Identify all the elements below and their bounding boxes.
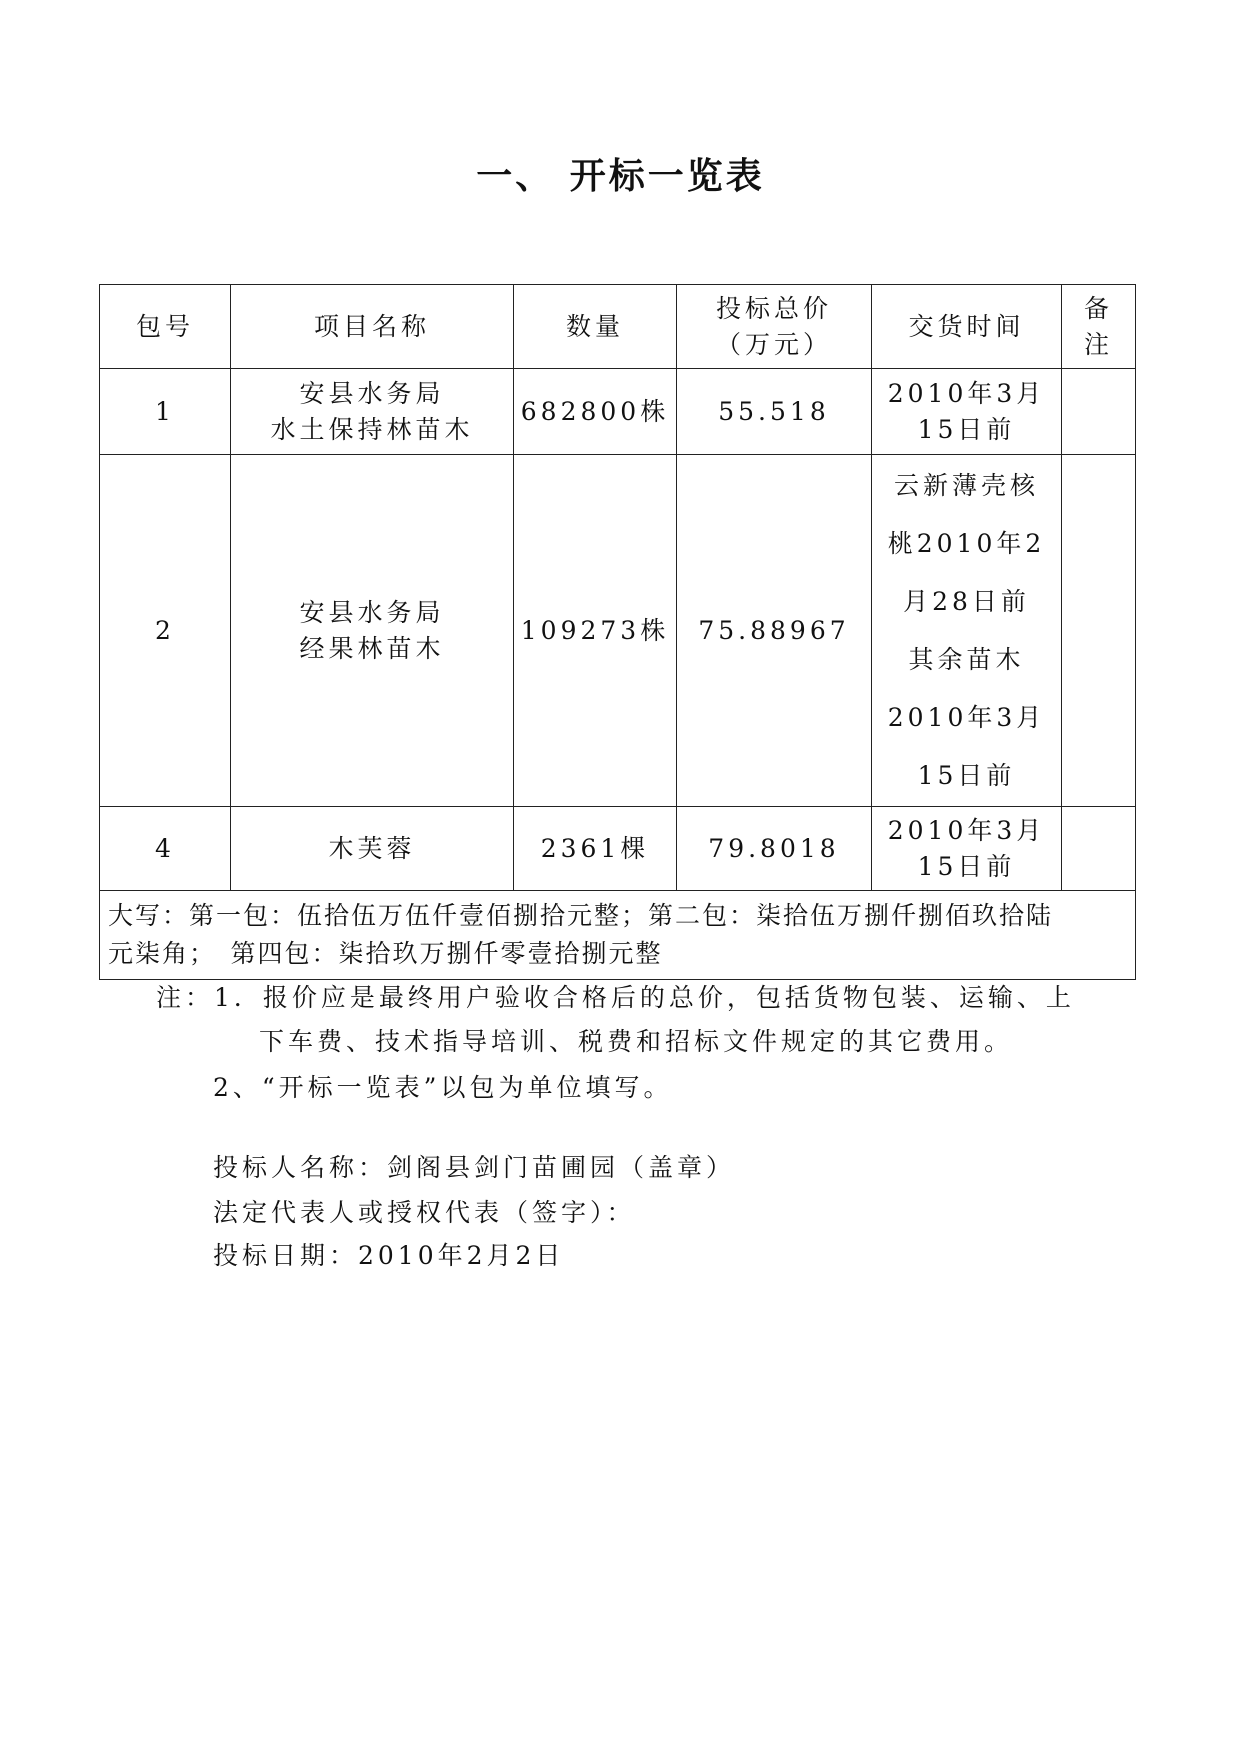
price-cell: 75.88967 <box>677 455 872 807</box>
bidder-name-line: 投标人名称：剑阁县剑门苗圃园（盖章） <box>213 1153 736 1182</box>
table-row <box>100 455 1136 807</box>
capital-amount-row <box>100 891 1136 980</box>
page-title: 一、 开标一览表 <box>476 156 765 197</box>
header-price-line2: （万元） <box>715 329 832 359</box>
header-remark-line1: 备 <box>1083 293 1113 323</box>
delivery-line: 月28日前 <box>903 586 1030 616</box>
package-cell: 4 <box>100 807 231 891</box>
header-price <box>677 285 872 369</box>
table-row <box>100 807 1136 891</box>
capital-amount-line: 大写：第一包：伍拾伍万伍仟壹佰捌拾元整；第二包：柒拾伍万捌仟捌佰玖拾陆 <box>108 901 1054 930</box>
header-remark-line2: 注 <box>1083 329 1113 359</box>
delivery-line: 2010年3月 <box>887 378 1046 408</box>
project-cell <box>231 807 514 891</box>
delivery-line: 其余苗木 <box>908 644 1025 674</box>
note-2: 2、“开标一览表”以包为单位填写。 <box>213 1073 673 1102</box>
header-quantity: 数量 <box>514 285 677 369</box>
project-line: 水土保持林苗木 <box>270 414 474 444</box>
header-project: 项目名称 <box>231 285 514 369</box>
quantity-cell: 2361棵 <box>514 807 677 891</box>
price-cell: 79.8018 <box>677 807 872 891</box>
delivery-line: 2010年3月 <box>887 702 1046 732</box>
header-price-line1: 投标总价 <box>715 293 832 323</box>
project-line: 安县水务局 <box>299 597 445 627</box>
header-package: 包号 <box>100 285 231 369</box>
capital-amount-cell <box>100 891 1136 980</box>
note-1-line-1: 注：1．报价应是最终用户验收合格后的总价，包括货物包装、运输、上 <box>156 983 1075 1012</box>
delivery-line: 云新薄壳核 <box>893 470 1039 500</box>
project-cell <box>231 369 514 455</box>
project-line: 安县水务局 <box>299 378 445 408</box>
package-cell: 2 <box>100 455 231 807</box>
remark-cell <box>1062 455 1136 807</box>
delivery-cell <box>872 807 1062 891</box>
quantity-cell: 682800株 <box>514 369 677 455</box>
remark-cell <box>1062 807 1136 891</box>
delivery-line: 15日前 <box>917 760 1016 790</box>
project-line: 木芙蓉 <box>328 833 416 863</box>
price-cell: 55.518 <box>677 369 872 455</box>
bid-summary-table <box>99 284 1136 980</box>
package-cell: 1 <box>100 369 231 455</box>
delivery-cell <box>872 455 1062 807</box>
representative-signature-line: 法定代表人或授权代表（签字）： <box>213 1198 636 1227</box>
quantity-cell: 109273株 <box>514 455 677 807</box>
delivery-line: 15日前 <box>917 414 1016 444</box>
table-header-row <box>100 285 1136 369</box>
header-remark <box>1062 285 1136 369</box>
note-1-line-2: 下车费、技术指导培训、税费和招标文件规定的其它费用。 <box>259 1027 1014 1056</box>
delivery-line: 2010年3月 <box>887 815 1046 845</box>
delivery-line: 15日前 <box>917 851 1016 881</box>
delivery-line: 桃2010年2 <box>887 528 1046 558</box>
header-delivery: 交货时间 <box>872 285 1062 369</box>
project-line: 经果林苗木 <box>299 633 445 663</box>
project-cell <box>231 455 514 807</box>
table-row <box>100 369 1136 455</box>
delivery-cell <box>872 369 1062 455</box>
bid-date-line: 投标日期：2010年2月2日 <box>213 1241 565 1270</box>
capital-amount-line: 元柒角； 第四包：柒拾玖万捌仟零壹拾捌元整 <box>108 939 663 968</box>
remark-cell <box>1062 369 1136 455</box>
